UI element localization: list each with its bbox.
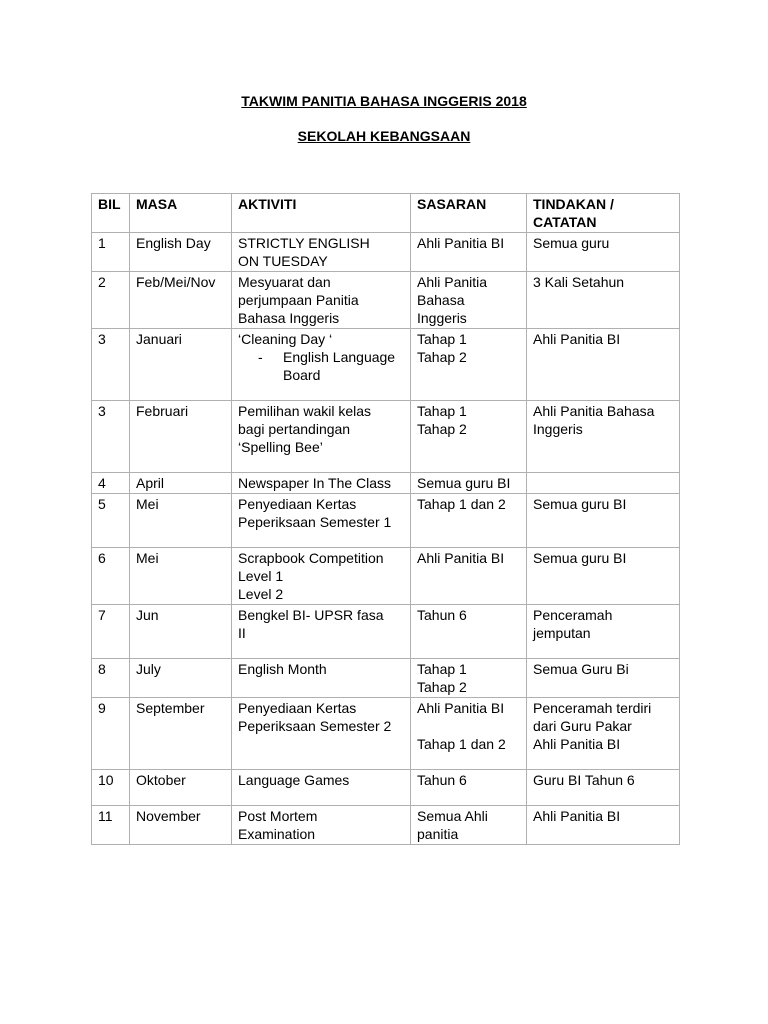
cell-line: perjumpaan Panitia <box>238 292 359 308</box>
table-row <box>92 473 680 494</box>
cell-tindakan <box>527 806 680 845</box>
cell-line: Ahli Panitia BI <box>533 331 621 347</box>
cell-bil: 3 <box>92 329 130 401</box>
cell-line: panitia <box>417 826 459 842</box>
cell-aktiviti <box>232 698 411 770</box>
cell-bil: 11 <box>92 806 130 845</box>
cell-line: Semua guru BI <box>533 496 627 512</box>
cell-line: Post Mortem <box>238 808 318 824</box>
cell-line: Penyediaan Kertas <box>238 700 357 716</box>
cell-bil: 4 <box>92 473 130 494</box>
cell-bil: 3 <box>92 401 130 473</box>
table-body <box>92 233 680 845</box>
cell-line: Tahap 2 <box>417 349 467 365</box>
bullet-text <box>283 348 395 384</box>
cell-line: Tahap 2 <box>417 421 467 437</box>
cell-line: Ahli Panitia BI <box>533 736 621 752</box>
cell-sasaran <box>411 806 527 845</box>
table-row <box>92 548 680 605</box>
cell-sasaran <box>411 329 527 401</box>
cell-tindakan <box>527 659 680 698</box>
bullet-item <box>238 348 405 384</box>
cell-line: Bahasa <box>417 292 465 308</box>
cell-masa: Oktober <box>130 770 232 806</box>
table-row <box>92 806 680 845</box>
cell-tindakan <box>527 698 680 770</box>
cell-masa: Feb/Mei/Nov <box>130 272 232 329</box>
cell-aktiviti <box>232 233 411 272</box>
cell-aktiviti <box>232 272 411 329</box>
cell-line: jemputan <box>533 625 591 641</box>
cell-line: Penyediaan Kertas <box>238 496 357 512</box>
cell-line: ‘Spelling Bee’ <box>238 439 323 455</box>
cell-sasaran <box>411 770 527 806</box>
cell-line: Tahap 1 <box>417 403 467 419</box>
cell-tindakan <box>527 770 680 806</box>
cell-sasaran <box>411 698 527 770</box>
cell-line: Inggeris <box>533 421 583 437</box>
cell-aktiviti <box>232 494 411 548</box>
cell-line: Tahap 1 dan 2 <box>417 496 506 512</box>
cell-masa: Februari <box>130 401 232 473</box>
table-row <box>92 605 680 659</box>
cell-bil: 5 <box>92 494 130 548</box>
cell-tindakan <box>527 473 680 494</box>
cell-sasaran <box>411 659 527 698</box>
cell-line <box>417 717 521 735</box>
cell-line: Pemilihan wakil kelas <box>238 403 372 419</box>
table-row <box>92 494 680 548</box>
document-title: TAKWIM PANITIA BAHASA INGGERIS 2018 <box>241 93 527 109</box>
cell-line: Ahli Panitia BI <box>417 550 505 566</box>
table-row <box>92 329 680 401</box>
cell-tindakan <box>527 233 680 272</box>
cell-line: Examination <box>238 826 316 842</box>
table-row <box>92 659 680 698</box>
header-masa: MASA <box>130 194 232 233</box>
cell-line: Tahap 1 dan 2 <box>417 736 506 752</box>
cell-bil: 8 <box>92 659 130 698</box>
cell-aktiviti <box>232 605 411 659</box>
cell-line: Board <box>283 367 321 383</box>
cell-sasaran <box>411 401 527 473</box>
cell-line: Bengkel BI- UPSR fasa <box>238 607 384 623</box>
cell-bil: 2 <box>92 272 130 329</box>
header-tindakan: TINDAKAN / CATATAN <box>527 194 680 233</box>
cell-line: Peperiksaan Semester 2 <box>238 718 392 734</box>
cell-sasaran <box>411 473 527 494</box>
takwim-table <box>91 193 680 845</box>
header-bil: BIL <box>92 194 130 233</box>
cell-tindakan <box>527 605 680 659</box>
cell-line: Tahun 6 <box>417 772 467 788</box>
cell-aktiviti <box>232 659 411 698</box>
cell-bil: 9 <box>92 698 130 770</box>
cell-line: ON TUESDAY <box>238 253 328 269</box>
cell-bil: 6 <box>92 548 130 605</box>
cell-sasaran <box>411 548 527 605</box>
cell-line: Ahli Panitia BI <box>417 235 505 251</box>
cell-aktiviti <box>232 473 411 494</box>
cell-sasaran <box>411 605 527 659</box>
cell-tindakan <box>527 401 680 473</box>
table-row <box>92 770 680 806</box>
cell-masa: Mei <box>130 548 232 605</box>
cell-masa: Januari <box>130 329 232 401</box>
header-sasaran: SASARAN <box>411 194 527 233</box>
cell-line: English Language <box>283 349 396 365</box>
cell-sasaran <box>411 494 527 548</box>
cell-line: Level 1 <box>238 568 284 584</box>
cell-line: II <box>238 625 246 641</box>
cell-line: Semua Guru Bi <box>533 661 629 677</box>
cell-line: bagi pertandingan <box>238 421 351 437</box>
cell-masa: April <box>130 473 232 494</box>
cell-line: Peperiksaan Semester 1 <box>238 514 392 530</box>
cell-line: Language Games <box>238 772 350 788</box>
cell-line: ‘Cleaning Day ‘ <box>238 331 333 347</box>
cell-aktiviti <box>232 770 411 806</box>
cell-masa: July <box>130 659 232 698</box>
cell-line: Semua guru BI <box>417 475 511 491</box>
cell-line: Ahli Panitia BI <box>533 808 621 824</box>
cell-masa: September <box>130 698 232 770</box>
cell-aktiviti <box>232 329 411 401</box>
cell-bil: 1 <box>92 233 130 272</box>
cell-tindakan <box>527 494 680 548</box>
cell-line: Tahap 2 <box>417 679 467 695</box>
cell-line: Newspaper In The Class <box>238 475 392 491</box>
cell-tindakan <box>527 329 680 401</box>
document-subtitle: SEKOLAH KEBANGSAAN <box>297 128 471 144</box>
cell-sasaran <box>411 233 527 272</box>
cell-tindakan <box>527 272 680 329</box>
cell-line: Bahasa Inggeris <box>238 310 340 326</box>
cell-masa: English Day <box>130 233 232 272</box>
cell-aktiviti <box>232 548 411 605</box>
cell-line: dari Guru Pakar <box>533 718 632 734</box>
cell-bil: 7 <box>92 605 130 659</box>
cell-sasaran <box>411 272 527 329</box>
cell-masa: Mei <box>130 494 232 548</box>
cell-line: Tahap 1 <box>417 661 467 677</box>
cell-line: Penceramah terdiri <box>533 700 652 716</box>
cell-line: Scrapbook Competition <box>238 550 384 566</box>
cell-line: STRICTLY ENGLISH <box>238 235 370 251</box>
table-row <box>92 233 680 272</box>
cell-line: Mesyuarat dan <box>238 274 331 290</box>
table-header-row <box>92 194 680 233</box>
cell-masa: Jun <box>130 605 232 659</box>
table-row <box>92 272 680 329</box>
bullet-dash: - <box>258 349 263 365</box>
cell-line: Ahli Panitia BI <box>417 700 505 716</box>
cell-line: Ahli Panitia <box>417 274 488 290</box>
cell-tindakan <box>527 548 680 605</box>
cell-bil: 10 <box>92 770 130 806</box>
cell-line: Semua guru BI <box>533 550 627 566</box>
cell-line: English Month <box>238 661 327 677</box>
cell-line: Level 2 <box>238 586 284 602</box>
cell-aktiviti <box>232 401 411 473</box>
cell-line: Semua guru <box>533 235 610 251</box>
cell-line: Semua Ahli <box>417 808 488 824</box>
cell-line: Tahap 1 <box>417 331 467 347</box>
cell-line: Ahli Panitia Bahasa <box>533 403 655 419</box>
cell-line: Tahun 6 <box>417 607 467 623</box>
header-aktiviti: AKTIVITI <box>232 194 411 233</box>
cell-line: 3 Kali Setahun <box>533 274 625 290</box>
cell-line: Penceramah <box>533 607 613 623</box>
cell-aktiviti <box>232 806 411 845</box>
cell-line: Inggeris <box>417 310 467 326</box>
table-row <box>92 401 680 473</box>
table-row <box>92 698 680 770</box>
cell-line: Guru BI Tahun 6 <box>533 772 635 788</box>
cell-masa: November <box>130 806 232 845</box>
